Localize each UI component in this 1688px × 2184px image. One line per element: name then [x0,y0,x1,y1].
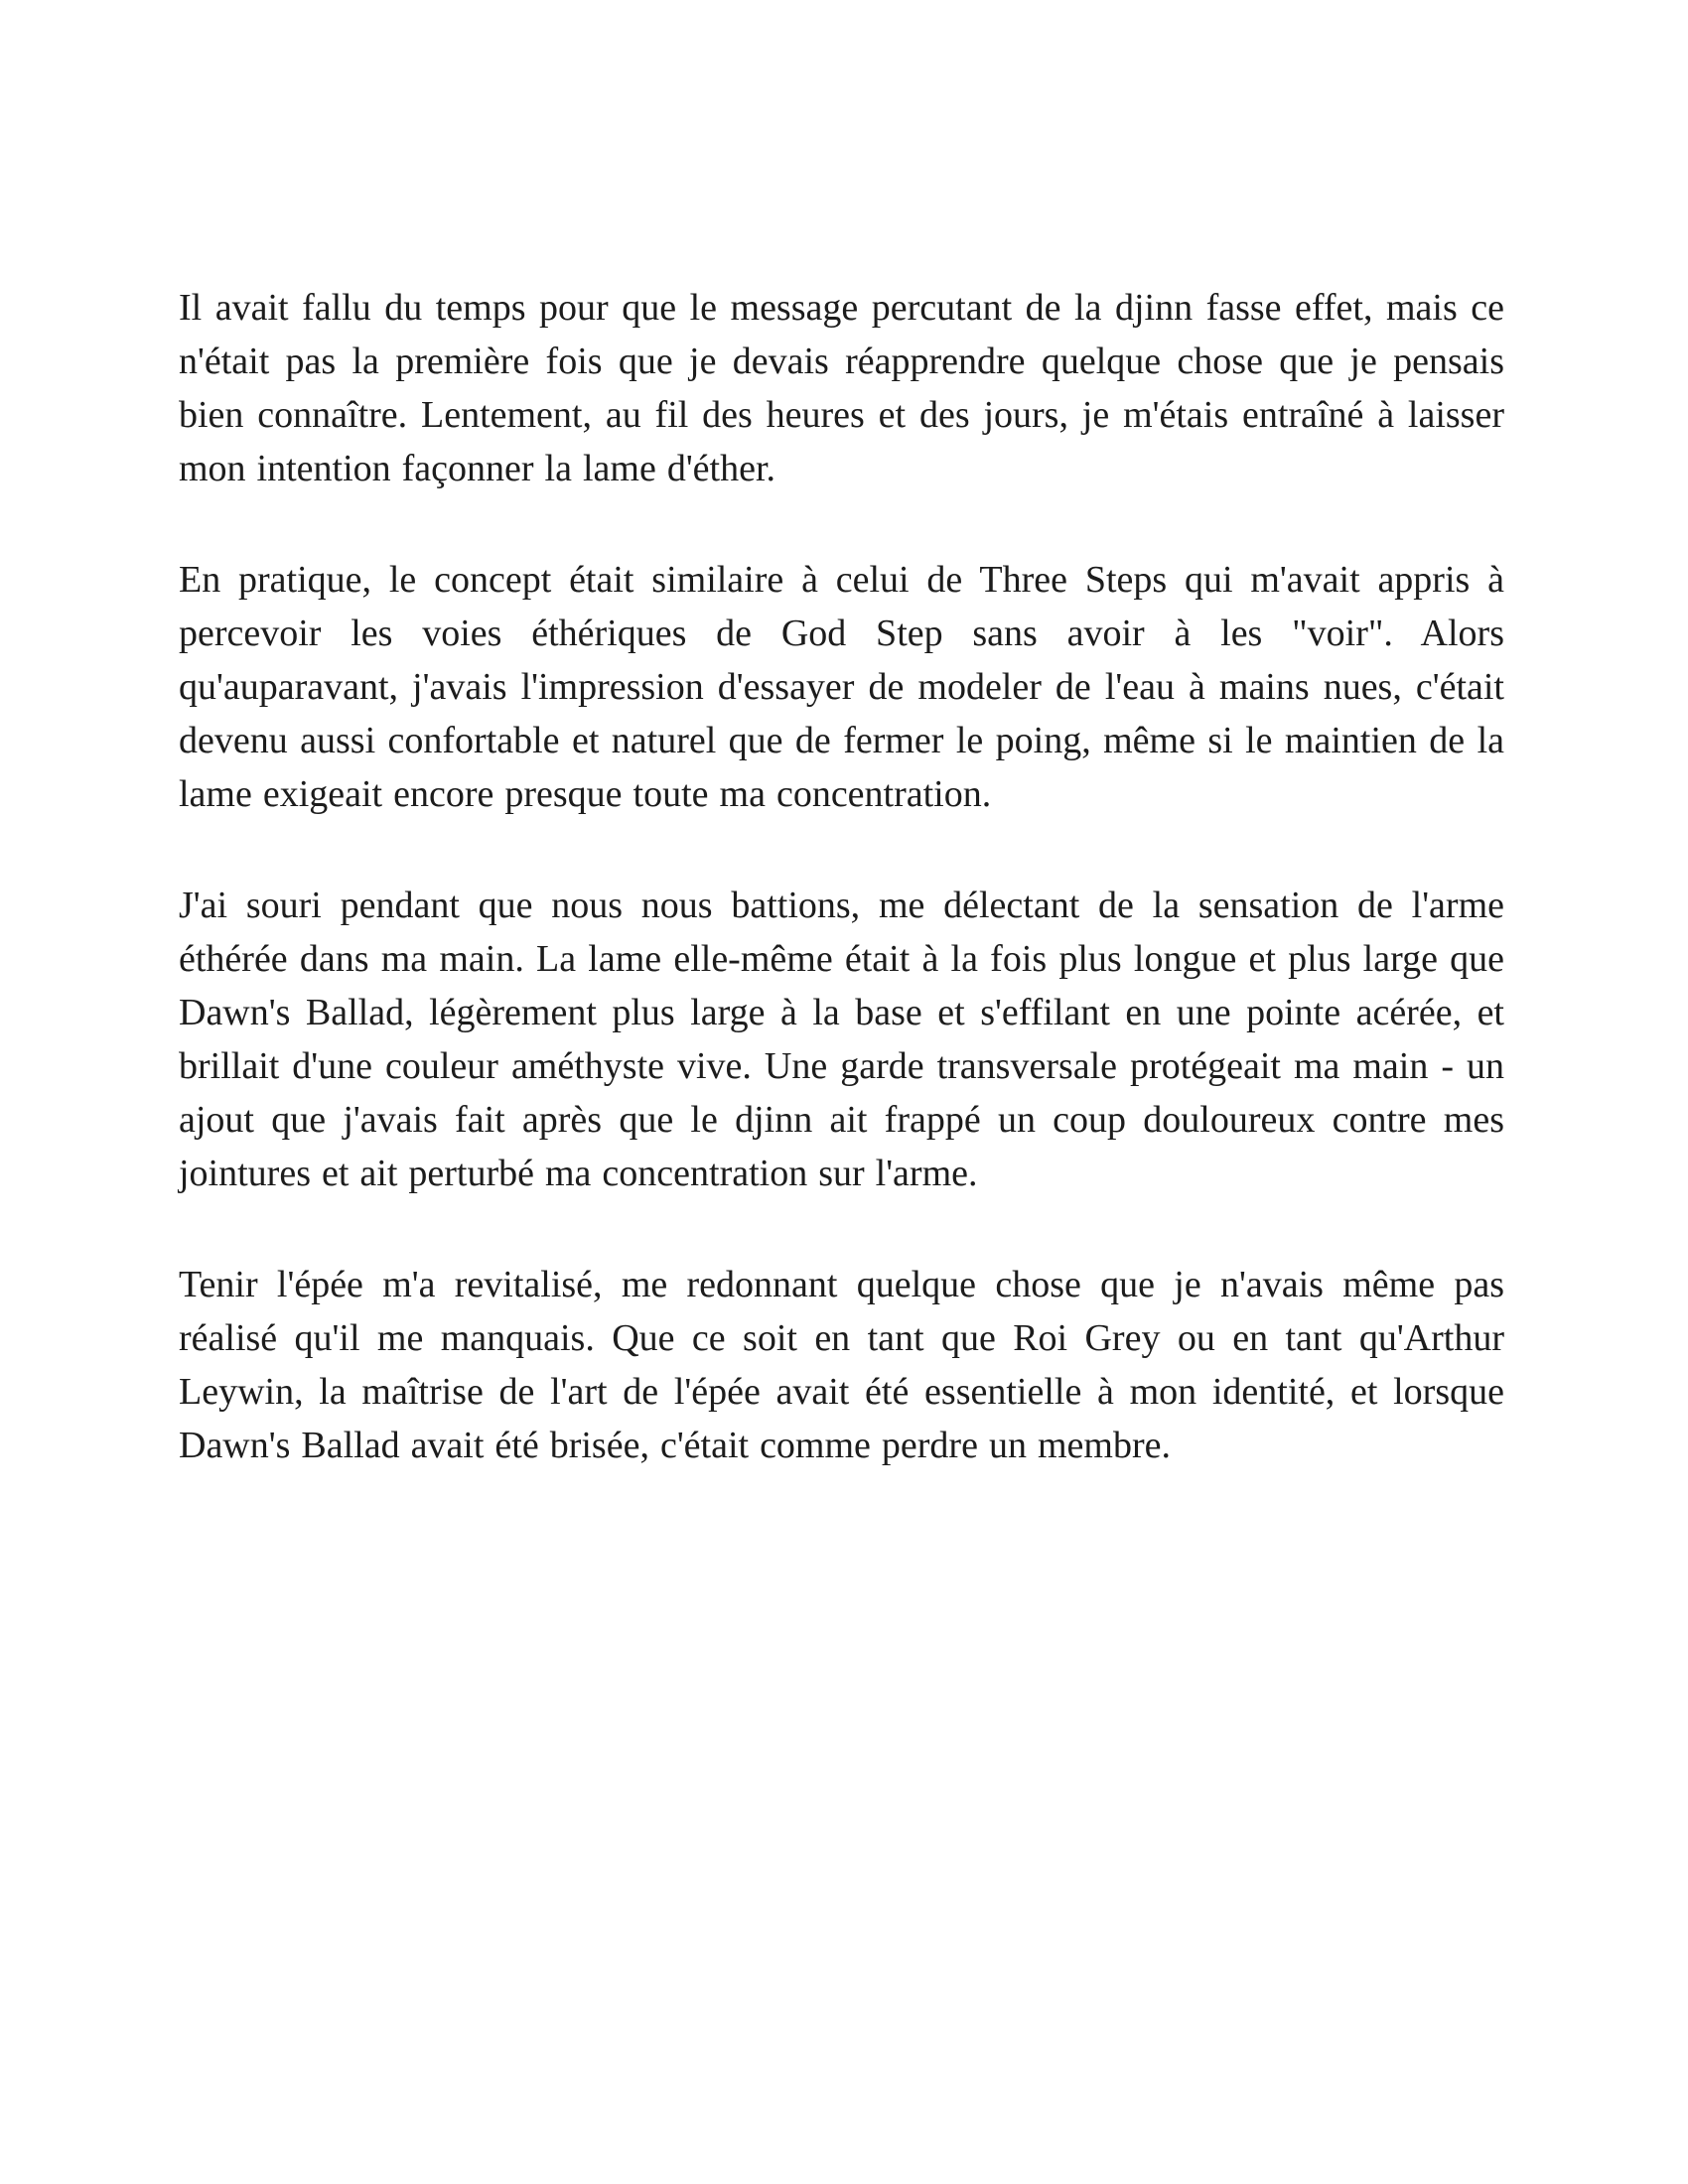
paragraph: Il avait fallu du temps pour que le message percutant de la djinn fasse effet, mais ce n'était pas la première fois que je devais réapprendre quelque chose que je pensais bien connaître. Lentement, au fil des heures et des jours, je m'étais entraîné à laisser mon intention façonner la lame d'éther. [179,287,1504,489]
paragraph: Tenir l'épée m'a revitalisé, me redonnant quelque chose que je n'avais même pas réalisé qu'il me manquais. Que ce soit en tant que Roi Grey ou en tant qu'Arthur Leywin, la maîtrise de l'art de l'épée avait été essentielle à mon identité, et lorsque Dawn's Ballad avait été brisée, c'était comme perdre un membre. [179,1264,1504,1466]
text-content [179,281,1504,1472]
paragraph: En pratique, le concept était similaire à celui de Three Steps qui m'avait appris à percevoir les voies éthériques de God Step sans avoir à les "voir". Alors qu'auparavant, j'avais l'impression d'essayer de modeler de l'eau à mains nues, c'était devenu aussi confortable et naturel que de fermer le poing, même si le maintien de la lame exigeait encore presque toute ma concentration. [179,559,1504,815]
paragraph: J'ai souri pendant que nous nous battions, me délectant de la sensation de l'arme éthérée dans ma main. La lame elle-même était à la fois plus longue et plus large que Dawn's Ballad, légèrement plus large à la base et s'effilant en une pointe acérée, et brillait d'une couleur améthyste vive. Une garde transversale protégeait ma main - un ajout que j'avais fait après que le djinn ait frappé un coup douloureux contre mes jointures et ait perturbé ma concentration sur l'arme. [179,885,1504,1194]
